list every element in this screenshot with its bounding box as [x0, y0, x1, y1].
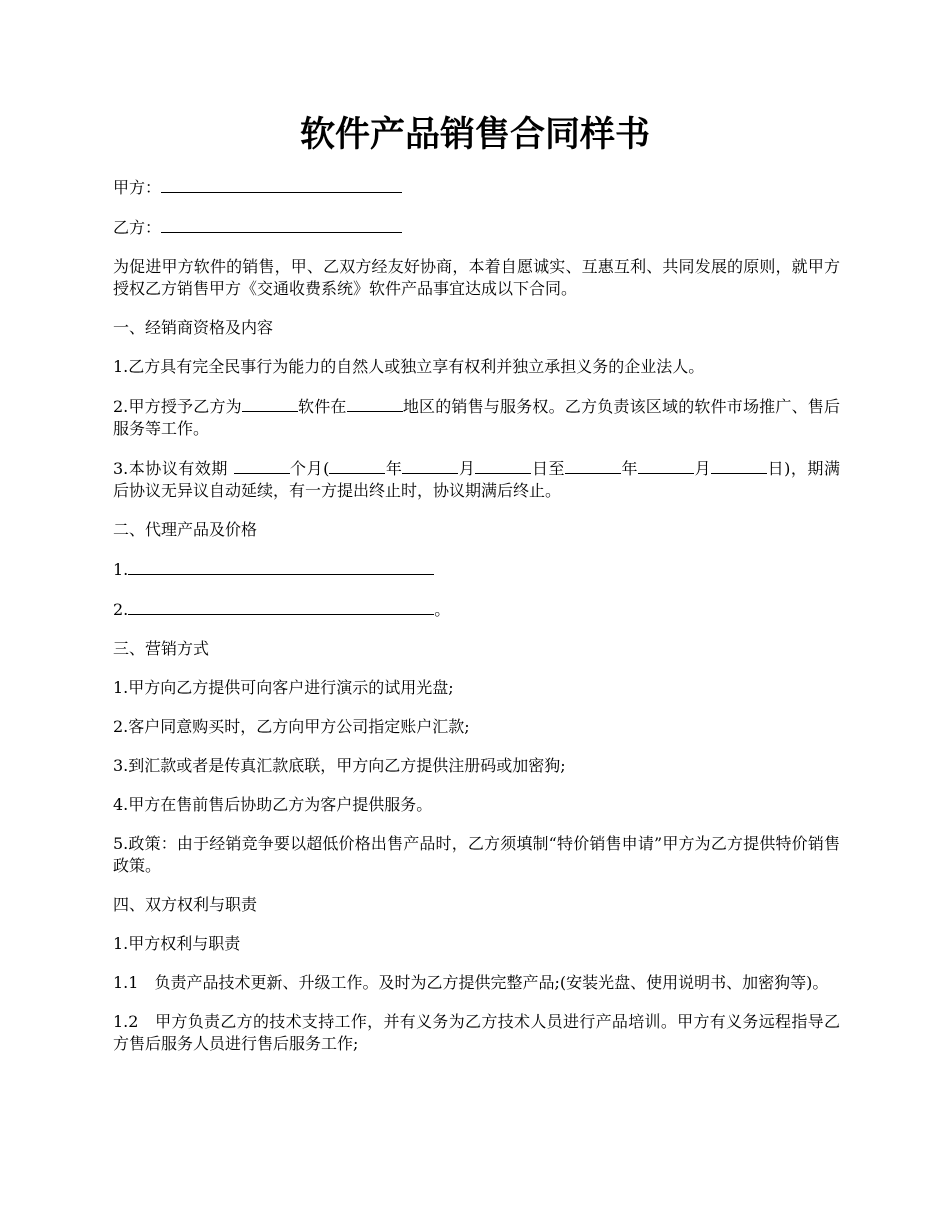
item-3-text-8: 日)，期满后协议无异议自动延续，有一方提出终止时，协议期满后终止。	[113, 459, 840, 500]
party-b-blank	[161, 216, 402, 233]
item-3-text-2: 个月(	[289, 459, 330, 478]
end-month-blank	[638, 457, 694, 474]
section-1-heading: 一、经销商资格及内容	[113, 318, 274, 337]
section-2-item-2	[113, 598, 840, 621]
section-1-item-2	[113, 395, 840, 440]
item-3-text-1: 3.本协议有效期	[113, 459, 234, 478]
region-blank	[347, 395, 403, 412]
section-1-item-3	[113, 457, 840, 502]
section-3-heading: 三、营销方式	[113, 639, 210, 658]
item-3-text-7: 月	[694, 459, 712, 478]
section-3-item-1: 1.甲方向乙方提供可向客户进行演示的试用光盘;	[113, 678, 454, 697]
start-day-blank	[475, 457, 531, 474]
item-3-text-6: 年	[621, 459, 639, 478]
party-a-label: 甲方：	[113, 178, 162, 197]
party-b-label: 乙方：	[113, 218, 162, 237]
start-month-blank	[402, 457, 458, 474]
item-2-text-2: 软件在	[297, 397, 347, 416]
product-2-number: 2.	[113, 600, 129, 619]
end-day-blank	[711, 457, 767, 474]
section-2-heading: 二、代理产品及价格	[113, 520, 258, 539]
section-3-item-4: 4.甲方在售前售后协助乙方为客户提供服务。	[113, 795, 433, 814]
intro-paragraph: 为促进甲方软件的销售，甲、乙双方经友好协商，本着自愿诚实、互惠互利、共同发展的原则，就甲方授权乙方销售甲方《交通收费系统》软件产品事宜达成以下合同。	[113, 257, 840, 298]
product-2-blank	[128, 598, 434, 615]
document-title: 软件产品销售合同样书	[299, 115, 650, 155]
item-2-text-3: 地区的销售与服务权。乙方负责该区域的软件市场推广、售后服务等工作。	[113, 397, 840, 438]
document-body	[113, 176, 840, 1072]
party-b-line	[113, 216, 840, 239]
section-3-item-2: 2.客户同意购买时，乙方向甲方公司指定账户汇款;	[113, 717, 470, 736]
product-1-blank	[128, 558, 434, 575]
section-4-subheading-1: 1.甲方权利与职责	[113, 934, 241, 953]
months-blank	[234, 457, 290, 474]
item-3-text-5: 日至	[531, 459, 566, 478]
software-blank	[242, 395, 298, 412]
section-4-item-1-2: 1.2 甲方负责乙方的技术支持工作，并有义务为乙方技术人员进行产品培训。甲方有义务远程指导乙方售后服务人员进行售后服务工作;	[113, 1012, 840, 1053]
section-3-item-5: 5.政策：由于经销竞争要以超低价格出售产品时，乙方须填制“特价销售申请”甲方为乙方提供特价销售政策。	[113, 834, 840, 875]
section-2-item-1	[113, 558, 840, 581]
start-year-blank	[329, 457, 385, 474]
product-1-number: 1.	[113, 560, 129, 579]
item-3-text-3: 年	[385, 459, 403, 478]
end-year-blank	[565, 457, 621, 474]
party-a-line	[113, 176, 840, 199]
section-1-item-1: 1.乙方具有完全民事行为能力的自然人或独立享有权利并独立承担义务的企业法人。	[113, 357, 705, 376]
section-4-heading: 四、双方权利与职责	[113, 895, 258, 914]
section-3-item-3: 3.到汇款或者是传真汇款底联，甲方向乙方提供注册码或加密狗;	[113, 756, 566, 775]
party-a-blank	[161, 176, 402, 193]
item-2-text-1: 2.甲方授予乙方为	[113, 397, 242, 416]
item-3-text-4: 月	[458, 459, 476, 478]
product-2-period: 。	[434, 600, 451, 619]
section-4-item-1-1: 1.1 负责产品技术更新、升级工作。及时为乙方提供完整产品;(安装光盘、使用说明书、加密狗等)。	[113, 973, 829, 992]
